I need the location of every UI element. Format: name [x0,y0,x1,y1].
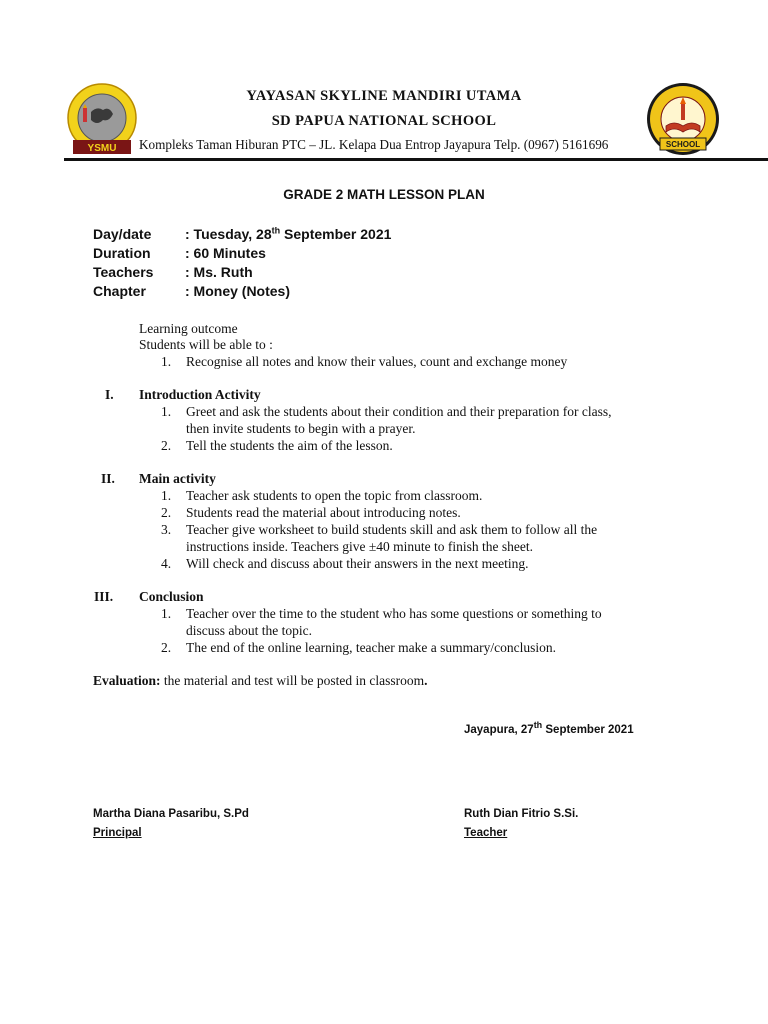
evaluation-period: . [424,673,428,688]
section-numeral: III. [94,589,114,604]
duration-label: Duration [93,245,151,261]
section-numeral: I. [105,387,114,402]
right-logo [644,80,722,163]
list-number: 1. [161,488,172,503]
evaluation [93,673,427,689]
right-logo-banner: SCHOOL [665,140,701,149]
evaluation-label: Evaluation: [93,673,161,688]
teacher-name: Ruth Dian Fitrio S.Si. [464,808,579,820]
duration-value: : 60 Minutes [185,245,266,261]
outcome-item: Recognise all notes and know their values, count and exchange money [186,354,568,369]
section-title: Introduction Activity [139,387,261,402]
chapter-label: Chapter [93,283,146,299]
list-number: 1. [161,354,172,369]
list-item-continued: instructions inside. Teachers give ±40 minute to finish the sheet. [186,539,534,554]
list-number: 2. [161,438,172,453]
day-date-row [93,225,391,242]
list-number: 3. [161,522,172,537]
org-name: YAYASAN SKYLINE MANDIRI UTAMA [246,88,522,104]
section-title: Main activity [139,471,216,486]
outcome-intro: Students will be able to : [139,337,273,352]
list-number: 4. [161,556,172,571]
outcome-heading: Learning outcome [139,321,238,336]
chapter-row [93,283,290,299]
list-item: Tell the students the aim of the lesson. [186,438,393,453]
list-item: Teacher give worksheet to build students skill and ask them to follow all the [186,522,598,537]
principal-role: Principal [93,827,142,839]
list-item: Will check and discuss about their answers in the next meeting. [186,556,529,571]
teacher-role: Teacher [464,827,508,839]
duration-row [93,245,266,261]
header-divider [64,158,768,161]
list-item: Teacher over the time to the student who has some questions or something to [186,606,602,621]
place-date: Jayapura, 27th September 2021 [464,720,634,736]
page-title: GRADE 2 MATH LESSON PLAN [283,187,485,202]
list-item: Greet and ask the students about their condition and their preparation for class, [186,404,612,419]
list-number: 1. [161,404,172,419]
list-number: 1. [161,606,172,621]
list-item-continued: discuss about the topic. [186,623,312,638]
day-date-value: : Tuesday, 28th September 2021 [185,225,392,242]
section-title: Conclusion [139,589,204,604]
section-numeral: II. [101,471,115,486]
teachers-row [93,264,253,280]
left-logo-banner: YSMU [87,143,117,154]
list-number: 2. [161,505,172,520]
evaluation-text: the material and test will be posted in classroom [160,673,425,688]
day-date-label: Day/date [93,225,152,242]
principal-name: Martha Diana Pasaribu, S.Pd [93,808,249,820]
list-item: The end of the online learning, teacher make a summary/conclusion. [186,640,556,655]
teachers-label: Teachers [93,264,154,280]
list-item: Teacher ask students to open the topic from classroom. [186,488,483,503]
list-item-continued: then invite students to begin with a prayer. [186,421,416,436]
pns-logo-icon [644,80,722,158]
teachers-value: : Ms. Ruth [185,264,253,280]
school-address: Kompleks Taman Hiburan PTC – JL. Kelapa Dua Entrop Jayapura Telp. (0967) 5161696 [139,137,609,152]
list-item: Students read the material about introducing notes. [186,505,461,520]
chapter-value: : Money (Notes) [185,283,290,299]
list-number: 2. [161,640,172,655]
school-name: SD PAPUA NATIONAL SCHOOL [271,113,497,129]
